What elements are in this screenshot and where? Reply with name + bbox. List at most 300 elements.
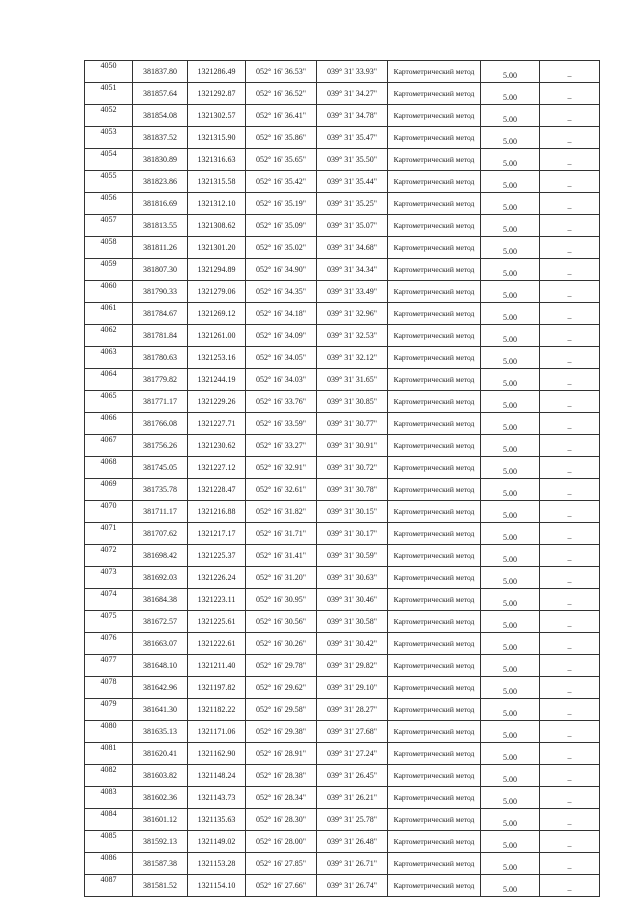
- latitude-cell: 052° 16' 34.90": [246, 259, 317, 281]
- x-coordinate-cell: 381735.78: [133, 479, 188, 501]
- method-cell: Картометрический метод: [388, 237, 481, 259]
- table-row: [85, 61, 600, 83]
- point-number-cell: 4071: [85, 523, 133, 545]
- accuracy-cell: 5.00: [481, 545, 540, 567]
- table-row: [85, 193, 600, 215]
- table-row: [85, 391, 600, 413]
- table-row: [85, 655, 600, 677]
- accuracy-cell: 5.00: [481, 875, 540, 897]
- note-cell: –: [540, 809, 600, 831]
- latitude-cell: 052° 16' 30.56": [246, 611, 317, 633]
- note-cell: –: [540, 83, 600, 105]
- accuracy-cell: 5.00: [481, 831, 540, 853]
- x-coordinate-cell: 381635.13: [133, 721, 188, 743]
- accuracy-cell: 5.00: [481, 479, 540, 501]
- point-number-cell: 4079: [85, 699, 133, 721]
- method-cell: Картометрический метод: [388, 589, 481, 611]
- point-number-cell: 4058: [85, 237, 133, 259]
- longitude-cell: 039° 31' 28.27": [317, 699, 388, 721]
- method-cell: Картометрический метод: [388, 105, 481, 127]
- point-number-cell: 4070: [85, 501, 133, 523]
- x-coordinate-cell: 381707.62: [133, 523, 188, 545]
- x-coordinate-cell: 381672.57: [133, 611, 188, 633]
- note-cell: –: [540, 281, 600, 303]
- y-coordinate-cell: 1321149.02: [188, 831, 246, 853]
- y-coordinate-cell: 1321216.88: [188, 501, 246, 523]
- accuracy-cell: 5.00: [481, 809, 540, 831]
- method-cell: Картометрический метод: [388, 193, 481, 215]
- point-number-cell: 4081: [85, 743, 133, 765]
- latitude-cell: 052° 16' 34.09": [246, 325, 317, 347]
- longitude-cell: 039° 31' 30.58": [317, 611, 388, 633]
- longitude-cell: 039° 31' 34.27": [317, 83, 388, 105]
- point-number-cell: 4069: [85, 479, 133, 501]
- longitude-cell: 039° 31' 30.17": [317, 523, 388, 545]
- method-cell: Картометрический метод: [388, 655, 481, 677]
- accuracy-cell: 5.00: [481, 853, 540, 875]
- y-coordinate-cell: 1321315.90: [188, 127, 246, 149]
- accuracy-cell: 5.00: [481, 589, 540, 611]
- longitude-cell: 039° 31' 30.42": [317, 633, 388, 655]
- method-cell: Картометрический метод: [388, 787, 481, 809]
- method-cell: Картометрический метод: [388, 743, 481, 765]
- note-cell: –: [540, 413, 600, 435]
- y-coordinate-cell: 1321253.16: [188, 347, 246, 369]
- method-cell: Картометрический метод: [388, 215, 481, 237]
- longitude-cell: 039° 31' 34.68": [317, 237, 388, 259]
- longitude-cell: 039° 31' 26.74": [317, 875, 388, 897]
- latitude-cell: 052° 16' 34.03": [246, 369, 317, 391]
- note-cell: –: [540, 633, 600, 655]
- x-coordinate-cell: 381592.13: [133, 831, 188, 853]
- method-cell: Картометрический метод: [388, 281, 481, 303]
- accuracy-cell: 5.00: [481, 787, 540, 809]
- table-row: [85, 83, 600, 105]
- longitude-cell: 039° 31' 30.72": [317, 457, 388, 479]
- accuracy-cell: 5.00: [481, 347, 540, 369]
- table-row: [85, 303, 600, 325]
- table-row: [85, 765, 600, 787]
- accuracy-cell: 5.00: [481, 501, 540, 523]
- longitude-cell: 039° 31' 30.15": [317, 501, 388, 523]
- x-coordinate-cell: 381603.82: [133, 765, 188, 787]
- method-cell: Картометрический метод: [388, 765, 481, 787]
- y-coordinate-cell: 1321222.61: [188, 633, 246, 655]
- x-coordinate-cell: 381684.38: [133, 589, 188, 611]
- note-cell: –: [540, 787, 600, 809]
- latitude-cell: 052° 16' 28.91": [246, 743, 317, 765]
- x-coordinate-cell: 381790.33: [133, 281, 188, 303]
- x-coordinate-cell: 381587.38: [133, 853, 188, 875]
- latitude-cell: 052° 16' 31.20": [246, 567, 317, 589]
- y-coordinate-cell: 1321225.37: [188, 545, 246, 567]
- method-cell: Картометрический метод: [388, 699, 481, 721]
- note-cell: –: [540, 479, 600, 501]
- table-row: [85, 149, 600, 171]
- accuracy-cell: 5.00: [481, 237, 540, 259]
- x-coordinate-cell: 381813.55: [133, 215, 188, 237]
- table-row: [85, 413, 600, 435]
- coordinates-table: [84, 60, 600, 897]
- point-number-cell: 4078: [85, 677, 133, 699]
- longitude-cell: 039° 31' 32.53": [317, 325, 388, 347]
- point-number-cell: 4055: [85, 171, 133, 193]
- accuracy-cell: 5.00: [481, 171, 540, 193]
- table-row: [85, 545, 600, 567]
- method-cell: Картометрический метод: [388, 325, 481, 347]
- longitude-cell: 039° 31' 26.45": [317, 765, 388, 787]
- note-cell: –: [540, 61, 600, 83]
- accuracy-cell: 5.00: [481, 215, 540, 237]
- method-cell: Картометрический метод: [388, 831, 481, 853]
- method-cell: Картометрический метод: [388, 567, 481, 589]
- table-row: [85, 699, 600, 721]
- point-number-cell: 4063: [85, 347, 133, 369]
- note-cell: –: [540, 523, 600, 545]
- longitude-cell: 039° 31' 30.59": [317, 545, 388, 567]
- y-coordinate-cell: 1321217.17: [188, 523, 246, 545]
- latitude-cell: 052° 16' 32.61": [246, 479, 317, 501]
- latitude-cell: 052° 16' 29.38": [246, 721, 317, 743]
- longitude-cell: 039° 31' 35.50": [317, 149, 388, 171]
- x-coordinate-cell: 381756.26: [133, 435, 188, 457]
- point-number-cell: 4054: [85, 149, 133, 171]
- table-row: [85, 611, 600, 633]
- accuracy-cell: 5.00: [481, 369, 540, 391]
- point-number-cell: 4067: [85, 435, 133, 457]
- accuracy-cell: 5.00: [481, 303, 540, 325]
- note-cell: –: [540, 699, 600, 721]
- note-cell: –: [540, 875, 600, 897]
- point-number-cell: 4080: [85, 721, 133, 743]
- longitude-cell: 039° 31' 27.68": [317, 721, 388, 743]
- point-number-cell: 4052: [85, 105, 133, 127]
- note-cell: –: [540, 501, 600, 523]
- point-number-cell: 4057: [85, 215, 133, 237]
- note-cell: –: [540, 127, 600, 149]
- y-coordinate-cell: 1321162.90: [188, 743, 246, 765]
- x-coordinate-cell: 381745.05: [133, 457, 188, 479]
- point-number-cell: 4065: [85, 391, 133, 413]
- table-row: [85, 567, 600, 589]
- point-number-cell: 4084: [85, 809, 133, 831]
- note-cell: –: [540, 171, 600, 193]
- note-cell: –: [540, 589, 600, 611]
- x-coordinate-cell: 381642.96: [133, 677, 188, 699]
- accuracy-cell: 5.00: [481, 633, 540, 655]
- x-coordinate-cell: 381857.64: [133, 83, 188, 105]
- table-row: [85, 875, 600, 897]
- accuracy-cell: 5.00: [481, 127, 540, 149]
- longitude-cell: 039° 31' 26.48": [317, 831, 388, 853]
- latitude-cell: 052° 16' 27.66": [246, 875, 317, 897]
- y-coordinate-cell: 1321315.58: [188, 171, 246, 193]
- table-row: [85, 677, 600, 699]
- point-number-cell: 4050: [85, 61, 133, 83]
- latitude-cell: 052° 16' 33.27": [246, 435, 317, 457]
- longitude-cell: 039° 31' 30.85": [317, 391, 388, 413]
- x-coordinate-cell: 381780.63: [133, 347, 188, 369]
- longitude-cell: 039° 31' 31.65": [317, 369, 388, 391]
- accuracy-cell: 5.00: [481, 611, 540, 633]
- x-coordinate-cell: 381837.80: [133, 61, 188, 83]
- x-coordinate-cell: 381779.82: [133, 369, 188, 391]
- y-coordinate-cell: 1321292.87: [188, 83, 246, 105]
- latitude-cell: 052° 16' 27.85": [246, 853, 317, 875]
- method-cell: Картометрический метод: [388, 853, 481, 875]
- point-number-cell: 4068: [85, 457, 133, 479]
- y-coordinate-cell: 1321261.00: [188, 325, 246, 347]
- accuracy-cell: 5.00: [481, 523, 540, 545]
- accuracy-cell: 5.00: [481, 391, 540, 413]
- y-coordinate-cell: 1321269.12: [188, 303, 246, 325]
- method-cell: Картометрический метод: [388, 501, 481, 523]
- note-cell: –: [540, 303, 600, 325]
- table-row: [85, 787, 600, 809]
- x-coordinate-cell: 381830.89: [133, 149, 188, 171]
- y-coordinate-cell: 1321308.62: [188, 215, 246, 237]
- table-row: [85, 215, 600, 237]
- note-cell: –: [540, 457, 600, 479]
- point-number-cell: 4056: [85, 193, 133, 215]
- latitude-cell: 052° 16' 28.34": [246, 787, 317, 809]
- latitude-cell: 052° 16' 36.41": [246, 105, 317, 127]
- table-row: [85, 633, 600, 655]
- latitude-cell: 052° 16' 34.18": [246, 303, 317, 325]
- latitude-cell: 052° 16' 30.26": [246, 633, 317, 655]
- method-cell: Картометрический метод: [388, 435, 481, 457]
- y-coordinate-cell: 1321294.89: [188, 259, 246, 281]
- note-cell: –: [540, 765, 600, 787]
- table-row: [85, 259, 600, 281]
- longitude-cell: 039° 31' 29.82": [317, 655, 388, 677]
- point-number-cell: 4066: [85, 413, 133, 435]
- table-row: [85, 237, 600, 259]
- x-coordinate-cell: 381784.67: [133, 303, 188, 325]
- table-row: [85, 171, 600, 193]
- method-cell: Картометрический метод: [388, 721, 481, 743]
- point-number-cell: 4059: [85, 259, 133, 281]
- note-cell: –: [540, 853, 600, 875]
- point-number-cell: 4062: [85, 325, 133, 347]
- longitude-cell: 039° 31' 34.78": [317, 105, 388, 127]
- longitude-cell: 039° 31' 30.46": [317, 589, 388, 611]
- x-coordinate-cell: 381837.52: [133, 127, 188, 149]
- note-cell: –: [540, 325, 600, 347]
- method-cell: Картометрический метод: [388, 677, 481, 699]
- longitude-cell: 039° 31' 32.96": [317, 303, 388, 325]
- method-cell: Картометрический метод: [388, 347, 481, 369]
- method-cell: Картометрический метод: [388, 457, 481, 479]
- y-coordinate-cell: 1321154.10: [188, 875, 246, 897]
- accuracy-cell: 5.00: [481, 457, 540, 479]
- y-coordinate-cell: 1321286.49: [188, 61, 246, 83]
- latitude-cell: 052° 16' 29.62": [246, 677, 317, 699]
- note-cell: –: [540, 215, 600, 237]
- longitude-cell: 039° 31' 35.25": [317, 193, 388, 215]
- longitude-cell: 039° 31' 33.49": [317, 281, 388, 303]
- note-cell: –: [540, 743, 600, 765]
- y-coordinate-cell: 1321229.26: [188, 391, 246, 413]
- method-cell: Картометрический метод: [388, 611, 481, 633]
- point-number-cell: 4072: [85, 545, 133, 567]
- x-coordinate-cell: 381648.10: [133, 655, 188, 677]
- point-number-cell: 4074: [85, 589, 133, 611]
- x-coordinate-cell: 381816.69: [133, 193, 188, 215]
- point-number-cell: 4087: [85, 875, 133, 897]
- y-coordinate-cell: 1321171.06: [188, 721, 246, 743]
- accuracy-cell: 5.00: [481, 567, 540, 589]
- latitude-cell: 052° 16' 35.09": [246, 215, 317, 237]
- latitude-cell: 052° 16' 32.91": [246, 457, 317, 479]
- y-coordinate-cell: 1321223.11: [188, 589, 246, 611]
- note-cell: –: [540, 545, 600, 567]
- point-number-cell: 4082: [85, 765, 133, 787]
- accuracy-cell: 5.00: [481, 259, 540, 281]
- longitude-cell: 039° 31' 26.71": [317, 853, 388, 875]
- table-row: [85, 325, 600, 347]
- latitude-cell: 052° 16' 34.35": [246, 281, 317, 303]
- x-coordinate-cell: 381781.84: [133, 325, 188, 347]
- table-row: [85, 501, 600, 523]
- y-coordinate-cell: 1321312.10: [188, 193, 246, 215]
- y-coordinate-cell: 1321225.61: [188, 611, 246, 633]
- point-number-cell: 4083: [85, 787, 133, 809]
- table-row: [85, 347, 600, 369]
- longitude-cell: 039° 31' 30.77": [317, 413, 388, 435]
- table-row: [85, 853, 600, 875]
- table-row: [85, 743, 600, 765]
- note-cell: –: [540, 259, 600, 281]
- method-cell: Картометрический метод: [388, 171, 481, 193]
- y-coordinate-cell: 1321143.73: [188, 787, 246, 809]
- latitude-cell: 052° 16' 35.42": [246, 171, 317, 193]
- table-row: [85, 127, 600, 149]
- longitude-cell: 039° 31' 35.07": [317, 215, 388, 237]
- x-coordinate-cell: 381711.17: [133, 501, 188, 523]
- longitude-cell: 039° 31' 34.34": [317, 259, 388, 281]
- y-coordinate-cell: 1321153.28: [188, 853, 246, 875]
- y-coordinate-cell: 1321302.57: [188, 105, 246, 127]
- x-coordinate-cell: 381698.42: [133, 545, 188, 567]
- latitude-cell: 052° 16' 33.76": [246, 391, 317, 413]
- method-cell: Картометрический метод: [388, 83, 481, 105]
- x-coordinate-cell: 381641.30: [133, 699, 188, 721]
- longitude-cell: 039° 31' 35.44": [317, 171, 388, 193]
- table-row: [85, 721, 600, 743]
- accuracy-cell: 5.00: [481, 435, 540, 457]
- note-cell: –: [540, 149, 600, 171]
- note-cell: –: [540, 391, 600, 413]
- longitude-cell: 039° 31' 29.10": [317, 677, 388, 699]
- note-cell: –: [540, 677, 600, 699]
- point-number-cell: 4061: [85, 303, 133, 325]
- x-coordinate-cell: 381766.08: [133, 413, 188, 435]
- table-row: [85, 809, 600, 831]
- table-row: [85, 369, 600, 391]
- table-row: [85, 435, 600, 457]
- accuracy-cell: 5.00: [481, 193, 540, 215]
- latitude-cell: 052° 16' 29.58": [246, 699, 317, 721]
- method-cell: Картометрический метод: [388, 369, 481, 391]
- point-number-cell: 4077: [85, 655, 133, 677]
- point-number-cell: 4064: [85, 369, 133, 391]
- latitude-cell: 052° 16' 31.41": [246, 545, 317, 567]
- method-cell: Картометрический метод: [388, 127, 481, 149]
- y-coordinate-cell: 1321301.20: [188, 237, 246, 259]
- table-row: [85, 457, 600, 479]
- x-coordinate-cell: 381692.03: [133, 567, 188, 589]
- note-cell: –: [540, 655, 600, 677]
- latitude-cell: 052° 16' 34.05": [246, 347, 317, 369]
- longitude-cell: 039° 31' 30.91": [317, 435, 388, 457]
- accuracy-cell: 5.00: [481, 677, 540, 699]
- latitude-cell: 052° 16' 36.52": [246, 83, 317, 105]
- latitude-cell: 052° 16' 36.53": [246, 61, 317, 83]
- latitude-cell: 052° 16' 35.02": [246, 237, 317, 259]
- point-number-cell: 4075: [85, 611, 133, 633]
- y-coordinate-cell: 1321279.06: [188, 281, 246, 303]
- latitude-cell: 052° 16' 31.82": [246, 501, 317, 523]
- x-coordinate-cell: 381620.41: [133, 743, 188, 765]
- y-coordinate-cell: 1321316.63: [188, 149, 246, 171]
- note-cell: –: [540, 721, 600, 743]
- accuracy-cell: 5.00: [481, 105, 540, 127]
- point-number-cell: 4051: [85, 83, 133, 105]
- table-row: [85, 589, 600, 611]
- accuracy-cell: 5.00: [481, 699, 540, 721]
- longitude-cell: 039° 31' 35.47": [317, 127, 388, 149]
- x-coordinate-cell: 381811.26: [133, 237, 188, 259]
- point-number-cell: 4085: [85, 831, 133, 853]
- table-row: [85, 105, 600, 127]
- y-coordinate-cell: 1321228.47: [188, 479, 246, 501]
- point-number-cell: 4076: [85, 633, 133, 655]
- x-coordinate-cell: 381602.36: [133, 787, 188, 809]
- note-cell: –: [540, 193, 600, 215]
- latitude-cell: 052° 16' 30.95": [246, 589, 317, 611]
- method-cell: Картометрический метод: [388, 633, 481, 655]
- y-coordinate-cell: 1321230.62: [188, 435, 246, 457]
- latitude-cell: 052° 16' 35.19": [246, 193, 317, 215]
- note-cell: –: [540, 105, 600, 127]
- accuracy-cell: 5.00: [481, 655, 540, 677]
- latitude-cell: 052° 16' 31.71": [246, 523, 317, 545]
- method-cell: Картометрический метод: [388, 259, 481, 281]
- table-row: [85, 479, 600, 501]
- longitude-cell: 039° 31' 32.12": [317, 347, 388, 369]
- table-row: [85, 281, 600, 303]
- x-coordinate-cell: 381663.07: [133, 633, 188, 655]
- x-coordinate-cell: 381854.08: [133, 105, 188, 127]
- note-cell: –: [540, 347, 600, 369]
- accuracy-cell: 5.00: [481, 765, 540, 787]
- accuracy-cell: 5.00: [481, 149, 540, 171]
- y-coordinate-cell: 1321135.63: [188, 809, 246, 831]
- accuracy-cell: 5.00: [481, 325, 540, 347]
- note-cell: –: [540, 831, 600, 853]
- method-cell: Картометрический метод: [388, 809, 481, 831]
- method-cell: Картометрический метод: [388, 413, 481, 435]
- longitude-cell: 039° 31' 25.78": [317, 809, 388, 831]
- longitude-cell: 039° 31' 30.78": [317, 479, 388, 501]
- latitude-cell: 052° 16' 29.78": [246, 655, 317, 677]
- latitude-cell: 052° 16' 35.65": [246, 149, 317, 171]
- method-cell: Картометрический метод: [388, 149, 481, 171]
- method-cell: Картометрический метод: [388, 875, 481, 897]
- point-number-cell: 4060: [85, 281, 133, 303]
- accuracy-cell: 5.00: [481, 281, 540, 303]
